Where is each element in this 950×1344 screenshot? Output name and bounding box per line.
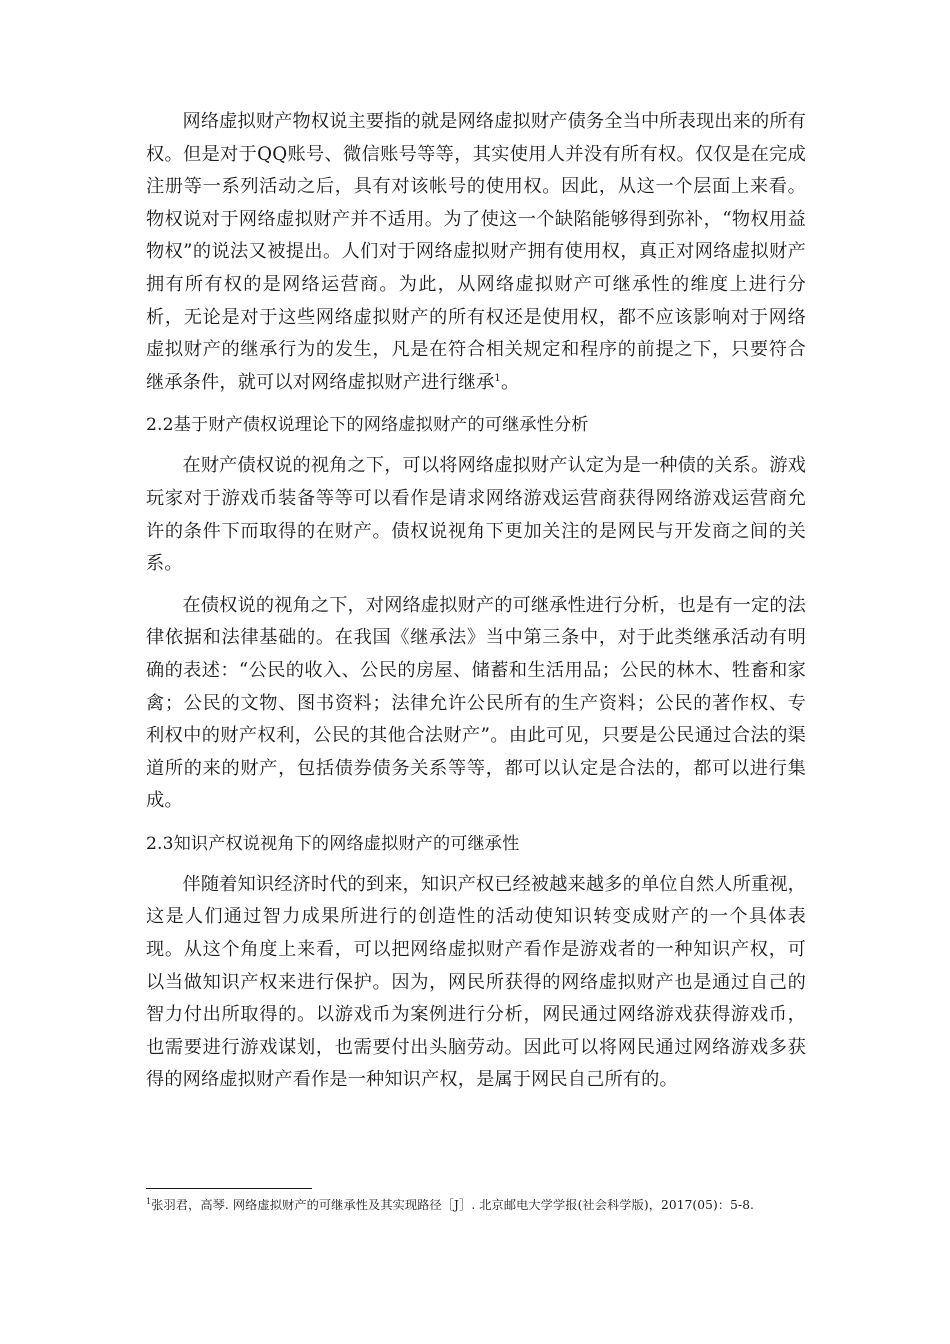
footnote-reference[interactable]: 1 [494,372,501,384]
paragraph-creditor-rights: 在财产债权说的视角之下，可以将网络虚拟财产认定为是一种债的关系。游戏玩家对于游戏币装备等等可以看作是请求网络游戏运营商获得网络游戏运营商允许的条件下而取得的在财产。债权说视角下更加关注的是网民与开发商之间的关系。 [146,455,806,575]
section-heading-2-3: 2.3知识产权说视角下的网络虚拟财产的可继承性 [146,833,520,854]
paragraph-end: 。 [500,371,520,393]
document-body [146,106,806,1097]
footnote [146,1195,796,1215]
footnote-mark: 1 [146,1196,152,1206]
paragraph-intellectual-property: 伴随着知识经济时代的到来，知识产权已经被越来越多的单位自然人所重视，这是人们通过智力成果所进行的创造性的活动使知识转变成财产的一个具体表现。从这个角度上来看，可以把网络虚拟财产看作是游戏者的一种知识产权，可以当做知识产权来进行保护。因为，网民所获得的网络虚拟财产也是通过自己的智力付出所取得的。以游戏币为案例进行分析，网民通过网络游戏获得游戏币，也需要进行游戏谋划，也需要付出头脑劳动。因此可以将网民通过网络游戏多获得的网络虚拟财产看作是一种知识产权，是属于网民自己所有的。 [146,873,806,1091]
section-heading-2-2: 2.2基于财产债权说理论下的网络虚拟财产的可继承性分析 [146,415,589,436]
paragraph-property-rights [146,106,806,399]
paragraph-inheritance-law: 在债权说的视角之下，对网络虚拟财产的可继承性进行分析，也是有一定的法律依据和法律基础的。在我国《继承法》当中第三条中，对于此类继承活动有明确的表述：“公民的收入、公民的房屋、储蓄和生活用品；公民的林木、牲畜和家禽；公民的文物、图书资料；法律允许公民所有的生产资料；公民的著作权、专利权中的财产权利，公民的其他合法财产”。由此可见，只要是公民通过合法的渠道所的来的财产，包括债券债务关系等等，都可以认定是合法的，都可以进行集成。 [146,594,806,812]
footnote-text: 张羽君，高琴. 网络虚拟财产的可继承性及其实现路径［J］. 北京邮电大学学报(社会科学版)，2017(05)：5-8. [151,1198,755,1212]
paragraph-text: 网络虚拟财产物权说主要指的就是网络虚拟财产债务全当中所表现出来的所有权。但是对于QQ账号、微信账号等等，其实使用人并没有所有权。仅仅是在完成注册等一系列活动之后，具有对该帐号的使用权。因此，从这一个层面上来看。物权说对于网络虚拟财产并不适用。为了使这一个缺陷能够得到弥补，“物权用益物权”的说法又被提出。人们对于网络虚拟财产拥有使用权，真正对网络虚拟财产拥有所有权的是网络运营商。为此，从网络虚拟财产可继承性的维度上进行分析，无论是对于这些网络虚拟财产的所有权还是使用权，都不应该影响对于网络虚拟财产的继承行为的发生，凡是在符合相关规定和程序的前提之下，只要符合继承条件，就可以对网络虚拟财产进行继承 [146,111,806,393]
footnote-divider [146,1188,312,1189]
